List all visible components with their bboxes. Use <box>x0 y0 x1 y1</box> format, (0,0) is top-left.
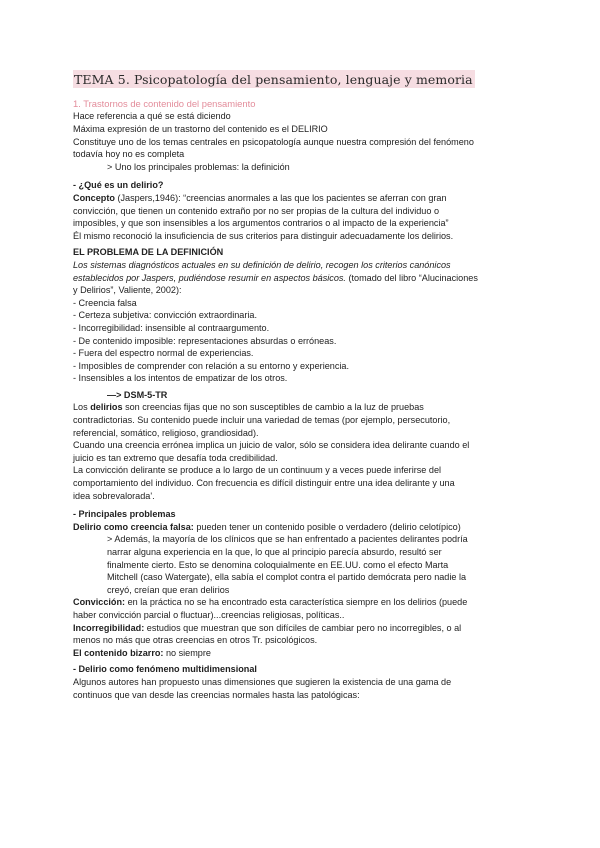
concepto-text: (Jaspers,1946): “creencias anormales a las que los pacientes se aferran con gran <box>114 192 447 203</box>
text-line <box>73 521 530 534</box>
text-line-indented: > Además, la mayoría de los clínicos que se han enfrentado a pacientes delirantes podría <box>107 534 468 545</box>
list-item: - De contenido imposible: representaciones absurdas o erróneas. <box>73 335 337 346</box>
text-line: menos no más que otras creencias en otros Tr. psicológicos. <box>73 635 318 646</box>
list-item: - Insensibles a los intentos de empatizar de los otros. <box>73 373 288 384</box>
bold-term: delirios <box>90 402 123 413</box>
text-line: haber convicción parcial o fluctuar)...creencias religiosas, políticas.. <box>73 609 345 620</box>
text-fragment: Los <box>73 402 91 413</box>
bold-term: Incorregibilidad: <box>73 622 145 633</box>
list-item: - Creencia falsa <box>73 297 137 308</box>
text-line-indented: finalmente cierto. Esto se denomina coloquialmente en EE.UU. como el efecto Marta <box>107 559 449 570</box>
text-line-indented: narrar alguna experiencia en la que, lo que al principio parecía absurdo, resultó ser <box>107 547 442 557</box>
list-item: - Incorregibilidad: insensible al contraargumento. <box>73 322 270 333</box>
bold-term: Convicción: <box>73 597 126 608</box>
italic-text: establecidos por Jaspers, pudiéndose resumir en aspectos básicos. <box>73 272 346 283</box>
text-line <box>73 647 530 660</box>
text-line: comportamiento del individuo. Con frecuencia es difícil distinguir entre una idea delirante y una <box>73 478 455 489</box>
text-fragment: pueden tener un contenido posible o verdadero (delirio celotípico) <box>193 521 461 532</box>
subheading-dsm: —> DSM-5-TR <box>107 389 168 400</box>
text-line: juicio es tan extremo que desafía toda credibilidad. <box>73 452 278 463</box>
text-line-indented: > Uno los principales problemas: la definición <box>107 161 290 172</box>
page-title: TEMA 5. Psicopatología del pensamiento, lenguaje y memoria <box>74 72 473 87</box>
text-fragment: en la práctica no se ha encontrado esta característica siempre en los delirios (puede <box>125 597 468 608</box>
concepto-label: Concepto <box>73 192 115 203</box>
text-line: Máxima expresión de un trastorno del contenido es el DELIRIO <box>73 124 328 134</box>
reference-text: (tomado del libro “Alucinaciones <box>345 272 478 283</box>
text-line: referencial, somático, religioso, grandiosidad). <box>73 427 259 438</box>
text-line-indented: Mitchell (caso Watergate), ella sabía el complot contra el partido demócrata pero nadie la <box>107 572 467 583</box>
text-line: Constituye uno de los temas centrales en psicopatología aunque nuestra compresión del fenómeno <box>73 136 474 147</box>
concepto-line <box>73 192 530 205</box>
bold-term: El contenido bizarro: <box>73 647 164 658</box>
section-heading-trastornos: 1. Trastornos de contenido del pensamiento <box>73 98 256 109</box>
list-item: - Imposibles de comprender con relación a su entorno y experiencia. <box>73 360 349 371</box>
text-fragment: estudios que muestran que son difíciles de cambiar pero no incorregibles, o al <box>144 622 462 633</box>
text-line: y Delirios”, Valiente, 2002): <box>73 285 182 296</box>
text-line: convicción, que tienen un contenido extraño por no ser propias de la cultura del individuo o <box>73 205 440 216</box>
list-item: - Certeza subjetiva: convicción extraordinaria. <box>73 310 257 321</box>
bold-term: Delirio como creencia falsa: <box>73 521 194 532</box>
text-line-italic: Los sistemas diagnósticos actuales en su definición de delirio, recogen los criterios canónicos <box>73 259 451 270</box>
text-line <box>73 272 530 285</box>
text-line-indented: creyó, creían que eran delirios <box>107 584 230 595</box>
text-line: Él mismo reconoció la insuficiencia de sus criterios para distinguir adecuadamente los delirios. <box>73 230 454 241</box>
text-line: Hace referencia a qué se está diciendo <box>73 111 231 122</box>
text-line: idea sobrevalorada'. <box>73 490 155 501</box>
list-item: - Fuera del espectro normal de experiencias. <box>73 348 254 359</box>
text-fragment: no siempre <box>163 647 211 658</box>
text-line: contradictorias. Su contenido puede incluir una variedad de temas (por ejemplo, persecutorio, <box>73 415 451 426</box>
text-line: imposibles, y que son insensibles a los argumentos contrarios o al impacto de la experiencia” <box>73 218 449 229</box>
text-line: continuos que van desde las creencias normales hasta las patológicas: <box>73 689 360 700</box>
subheading-problema-definicion: EL PROBLEMA DE LA DEFINICIÓN <box>73 247 224 258</box>
subheading-multidimensional: - Delirio como fenómeno multidimensional <box>73 664 257 675</box>
subheading-principales-problemas: - Principales problemas <box>73 509 176 520</box>
text-line <box>73 596 530 609</box>
text-fragment: son creencias fijas que no son susceptibles de cambio a la luz de pruebas <box>122 402 424 413</box>
text-line: Cuando una creencia errónea implica un juicio de valor, sólo se considera idea delirante cuando el <box>73 440 470 451</box>
text-line <box>73 401 530 414</box>
text-line <box>73 622 530 635</box>
text-line: Algunos autores han propuesto unas dimensiones que sugieren la existencia de una gama de <box>73 676 452 687</box>
text-line: La convicción delirante se produce a lo largo de un continuum y a veces puede inferirse del <box>73 465 442 476</box>
text-line: todavía hoy no es completa <box>73 149 185 160</box>
subheading-que-es-delirio: - ¿Qué es un delirio? <box>73 180 164 191</box>
